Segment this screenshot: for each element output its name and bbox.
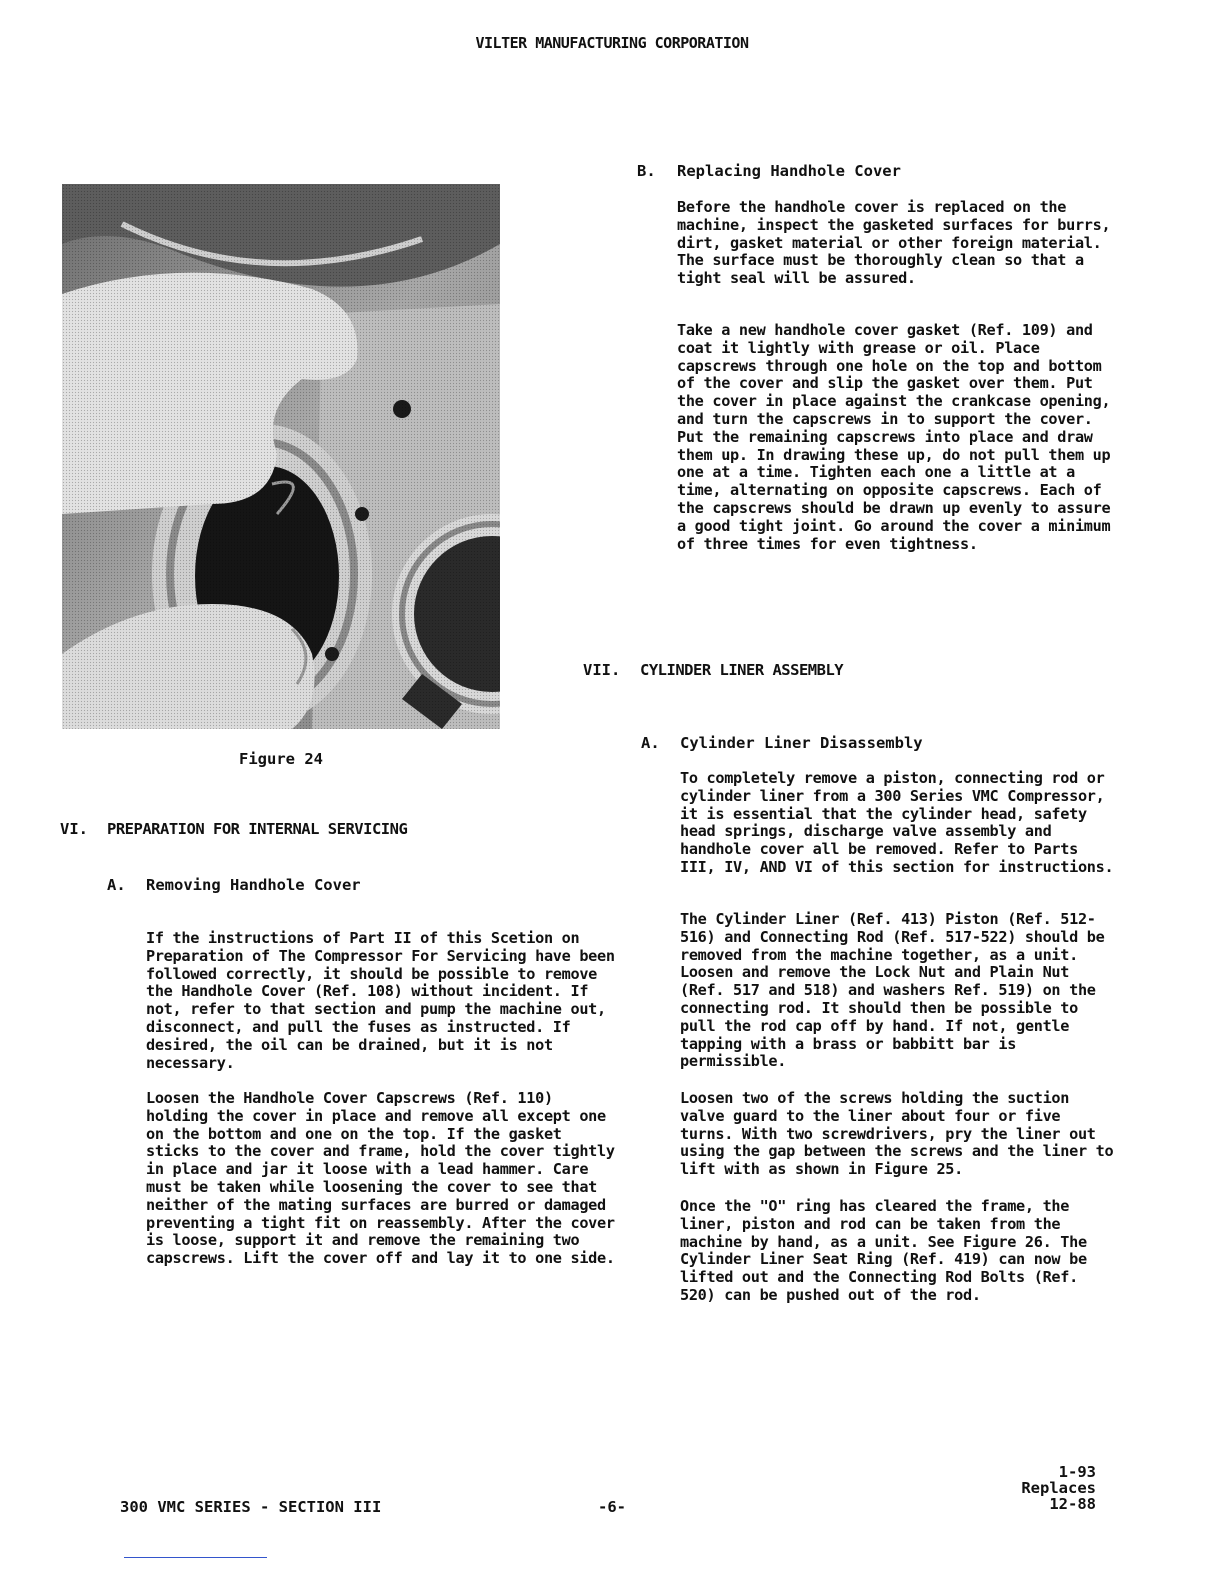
replaces-date: 12-88	[1049, 1495, 1096, 1513]
revision-block	[990, 1464, 1096, 1512]
liner-disassembly-paragraph-2: The Cylinder Liner (Ref. 413) Piston (Ref. 512-516) and Connecting Rod (Ref. 517-522) should be removed from the machine together, as a unit. Loosen and remove the Lock Nut and Plain Nut (Ref. 517 and 518) and washers Ref. 519) on the connecting rod. It should then be possible to pull the rod cap off by hand. If not, gentle tapping with a brass or babbitt bar is permissible.	[680, 910, 1105, 1071]
replacing-cover-paragraph-1: Before the handhole cover is replaced on the machine, inspect the gasketed surfaces for burrs, dirt, gasket material or other foreign material. The surface must be thoroughly clean so that a tight seal will be assured.	[677, 198, 1111, 288]
section-vi-b-letter: B.	[637, 162, 656, 180]
revision-date: 1-93	[1058, 1463, 1096, 1481]
section-vi-b-title: Replacing Handhole Cover	[677, 162, 901, 180]
removing-cover-paragraph-1: If the instructions of Part II of this Scetion on Preparation of The Compressor For Servicing have been followed correctly, it should be possible to remove the Handhole Cover (Ref. 108) without incident. If not, refer to that section and pump the machine out, disconnect, and pull the fuses as instructed. If desired, the oil can be drained, but it is not necessary.	[146, 929, 615, 1072]
figure-photo	[62, 184, 500, 729]
replaces-label: Replaces	[1021, 1479, 1096, 1497]
section-vi-a-letter: A.	[107, 876, 126, 894]
company-header: VILTER MANUFACTURING CORPORATION	[475, 34, 749, 52]
section-vi-a-title: Removing Handhole Cover	[146, 876, 361, 894]
bottom-rule	[124, 1557, 267, 1558]
footer-page-number: -6-	[598, 1498, 626, 1516]
liner-disassembly-paragraph-3: Loosen two of the screws holding the suction valve guard to the liner about four or five turns. With two screwdrivers, pry the liner out using the gap between the screws and the liner to lift with as shown in Figure 25.	[680, 1089, 1114, 1179]
section-vii-a-letter: A.	[641, 734, 660, 752]
section-vi-title: PREPARATION FOR INTERNAL SERVICING	[107, 820, 408, 838]
section-vii-a-title: Cylinder Liner Disassembly	[680, 734, 923, 752]
liner-disassembly-paragraph-4: Once the "O" ring has cleared the frame, the liner, piston and rod can be taken from the machine by hand, as a unit. See Figure 26. The Cylinder Liner Seat Ring (Ref. 419) can now be lifted out and the Connecting Rod Bolts (Ref. 520) can be pushed out of the rod.	[680, 1197, 1087, 1304]
handhole-photo-illustration	[62, 184, 500, 729]
liner-disassembly-paragraph-1: To completely remove a piston, connecting rod or cylinder liner from a 300 Series VMC Compressor, it is essential that the cylinder head, safety head springs, discharge valve assembly and handhole cover all be removed. Refer to Parts III, IV, AND VI of this section for instructions.	[680, 769, 1114, 876]
figure-caption: Figure 24	[239, 750, 323, 768]
section-vii-title: CYLINDER LINER ASSEMBLY	[640, 661, 844, 679]
replacing-cover-paragraph-2: Take a new handhole cover gasket (Ref. 109) and coat it lightly with grease or oil. Place capscrews through one hole on the top and bottom of the cover and slip the gasket over them. Put the cover in place against the crankcase opening, and turn the capscrews in to support the cover. Put the remaining capscrews into place and draw them up. In drawing these up, do not pull them up one at a time. Tighten each one a little at a time, alternating on opposite capscrews. Each of the capscrews should be drawn up evenly to assure a good tight joint. Go around the cover a minimum of three times for even tightness.	[677, 321, 1111, 553]
footer-series: 300 VMC SERIES - SECTION III	[120, 1498, 382, 1516]
section-vi-number: VI.	[60, 820, 88, 838]
section-vii-number: VII.	[583, 661, 621, 679]
removing-cover-paragraph-2: Loosen the Handhole Cover Capscrews (Ref. 110) holding the cover in place and remove all except one on the bottom and one on the top. If the gasket sticks to the cover and frame, hold the cover tightly in place and jar it loose with a lead hammer. Care must be taken while loosening the cover to see that neither of the mating surfaces are burred or damaged preventing a tight fit on reassembly. After the cover is loose, support it and remove the remaining two capscrews. Lift the cover off and lay it to one side.	[146, 1089, 615, 1268]
